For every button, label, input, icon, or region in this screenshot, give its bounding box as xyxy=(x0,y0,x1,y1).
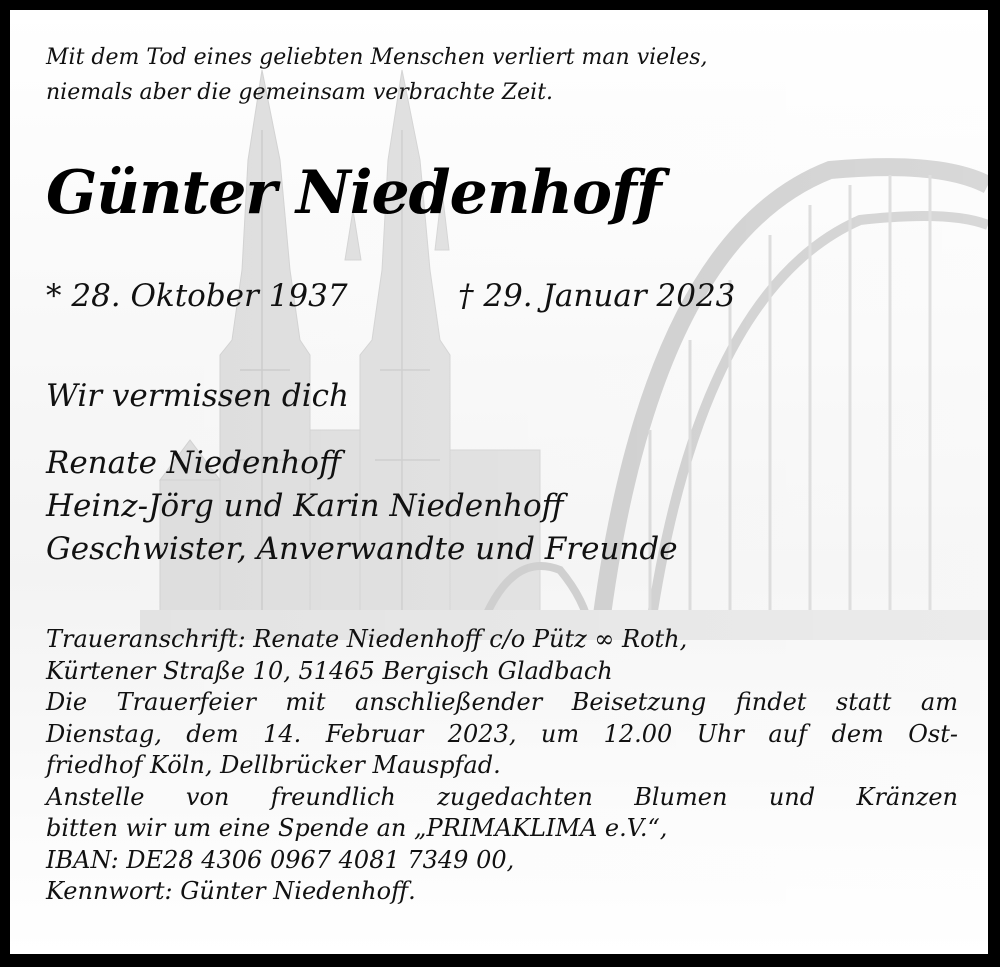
info-line: Die Trauerfeier mit anschließender Beisetzung findet statt am xyxy=(46,688,958,716)
info-line: Anstelle von freundlich zugedachten Blumen und Kränzen xyxy=(46,782,958,811)
funeral-info xyxy=(46,624,958,908)
info-line: bitten wir um eine Spende an „PRIMAKLIMA e.V.“, xyxy=(46,814,668,842)
quote-line-2: niemals aber die gemeinsam verbrachte Zeit. xyxy=(46,80,554,105)
info-line: IBAN: DE28 4306 0967 4081 7349 00, xyxy=(46,845,515,874)
obituary-notice xyxy=(10,10,988,954)
info-line: Dienstag, dem 14. Februar 2023, um 12.00 Uhr auf dem Ost- xyxy=(46,719,958,748)
mourner-line: Geschwister, Anverwandte und Freunde xyxy=(46,531,678,567)
info-line: Kürtener Straße 10, 51465 Bergisch Gladbach xyxy=(46,656,613,685)
birth-date: * 28. Oktober 1937 xyxy=(46,278,348,314)
mourner-line: Heinz-Jörg und Karin Niedenhoff xyxy=(46,488,564,524)
info-line: Traueranschrift: Renate Niedenhoff c/o Pütz ∞ Roth, xyxy=(46,625,688,653)
info-line: Kennwort: Günter Niedenhoff. xyxy=(46,877,416,905)
info-line: friedhof Köln, Dellbrücker Mauspfad. xyxy=(46,751,501,779)
mourners-list xyxy=(46,442,678,571)
miss-text: Wir vermissen dich xyxy=(46,378,349,414)
deceased-name: Günter Niedenhoff xyxy=(46,158,661,228)
mourner-line: Renate Niedenhoff xyxy=(46,445,341,481)
death-date: † 29. Januar 2023 xyxy=(458,278,736,314)
memorial-quote xyxy=(46,40,708,110)
quote-line-1: Mit dem Tod eines geliebten Menschen verliert man vieles, xyxy=(46,45,708,70)
